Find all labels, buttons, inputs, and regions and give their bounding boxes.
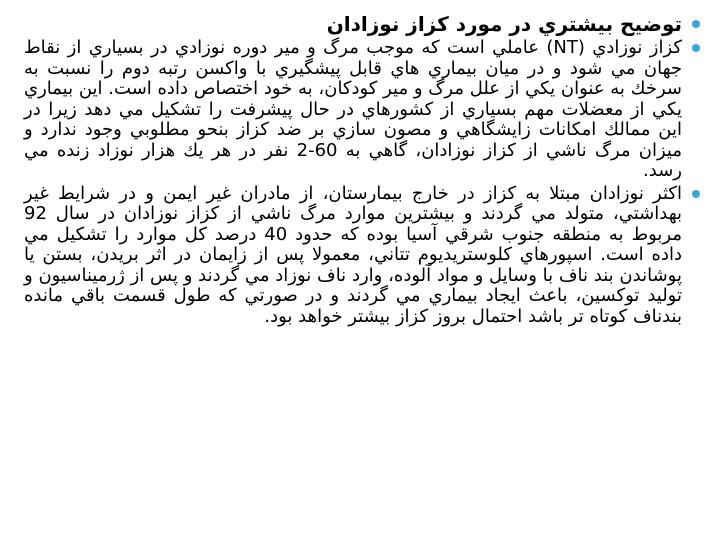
slide-content <box>24 12 704 329</box>
bullet-icon <box>692 20 700 28</box>
paragraph-text: اكثر نوزادان مبتلا به كزاز در خارج بيمارستان، از مادران غير ايمن و در شرايط غير بهداشتي، متولد مي گردند و بيشترين موارد مرگ ناشي از كزاز نوزادان در سال 92 مربوط به منطقه جنوب شرقي آسيا بوده كه حدود 40 درصد كل موارد را تشكيل مي داده است. اسپورهاي كلوستريديوم تتاني، معمولا پس از زايمان در اثر بريدن، بستن يا پوشاندن بند ناف با وسايل و مواد آلوده، وارد ناف نوزاد مي گردند و پس از ژرميناسيون و توليد توكسين، باعث ايجاد بيماري مي گردند و در صورتي كه طول قسمت باقي مانده بندناف كوتاه تر باشد احتمال بروز كزاز بيشتر خواهد بود. <box>24 182 683 327</box>
slide-title-item <box>24 12 704 36</box>
paragraph-text: كزاز نوزادي (NT) عاملي است كه موجب مرگ و مير دوره نوزادي در بسياري از نقاط جهان مي شود و در ميان بيماري هاي قابل پيشگيري با واكسن رتبه دوم را نسبت به سرخك به عنوان يكي از علل مرگ و مير كودكان، به خود اختصاص داده است. اين بيماري يكي از معضلات مهم بسياري از كشورهاي در حال پيشرفت را تشكيل مي دهد زيرا در اين ممالك امكانات زايشگاهي و مصون سازي بر ضد كزاز بنحو مطلوبي وجود ندارد و ميزان مرگ ناشي از كزاز نوزادان، گاهي به 60-2 نفر در هر يك هزار نوزاد زنده مي رسد. <box>24 37 682 181</box>
bullet-icon <box>692 190 700 198</box>
bullet-icon <box>692 44 700 52</box>
slide-title: توضيح بيشتري در مورد كزاز نوزادان <box>326 12 682 36</box>
paragraph-item <box>24 184 704 328</box>
paragraph-item <box>24 38 704 182</box>
